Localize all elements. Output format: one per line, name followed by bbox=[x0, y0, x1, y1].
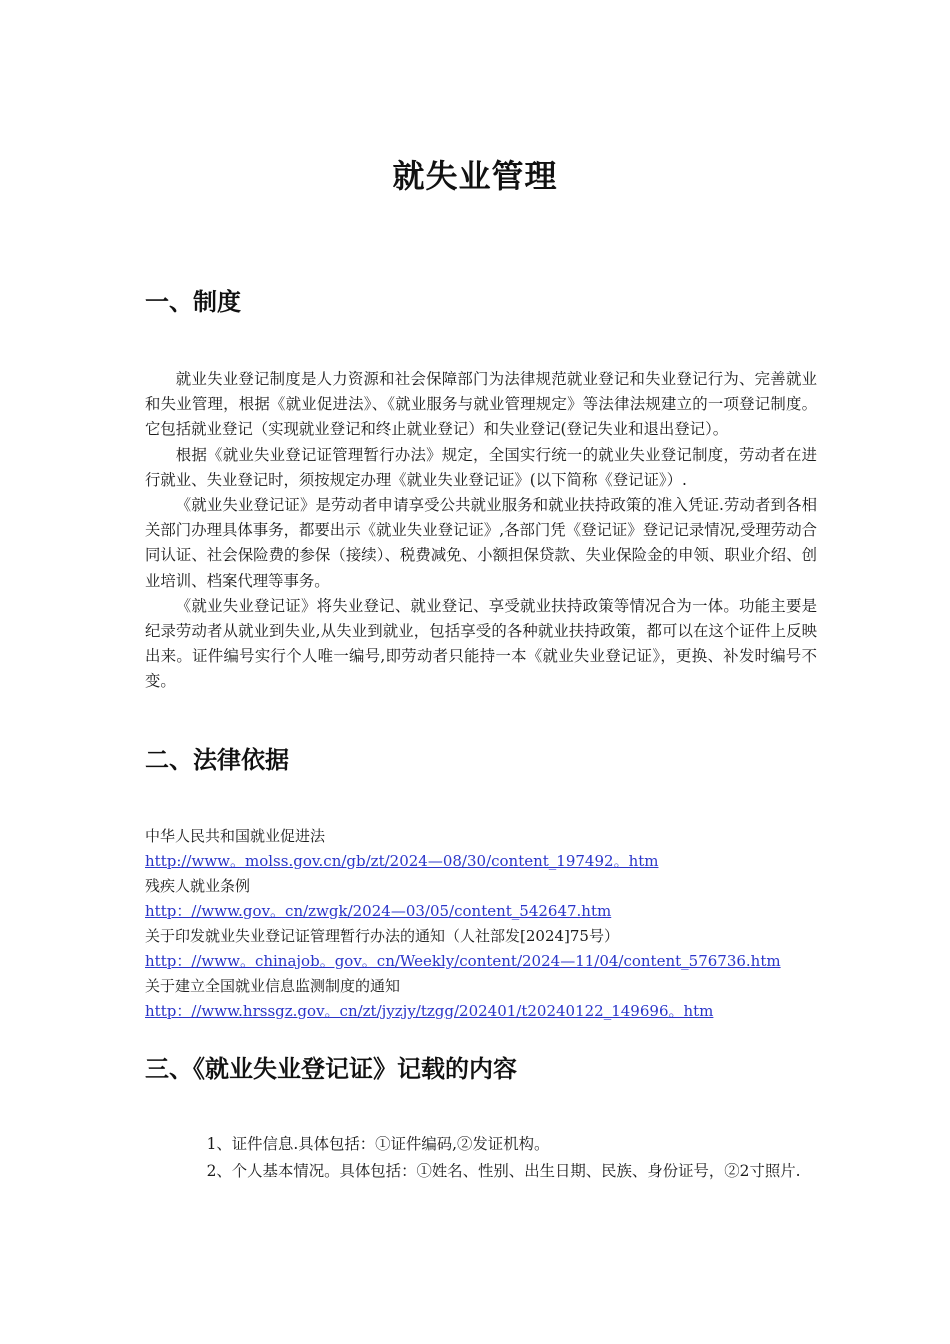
list-item: 1、证件信息.具体包括：①证件编码,②发证机构。 bbox=[206, 1135, 550, 1153]
list-item: 2、个人基本情况。具体包括：①姓名、性别、出生日期、民族、身份证号，②2寸照片. bbox=[206, 1162, 801, 1180]
paragraph: 《就业失业登记证》是劳动者申请享受公共就业服务和就业扶持政策的准入凭证.劳动者到各相关部门办理具体事务，都要出示《就业失业登记证》,各部门凭《登记证》登记记录情况,受理劳动合同认证、社会保险费的参保（接续）、税费减免、小额担保贷款、失业保险金的申领、职业介绍、创业培训、档案代理等事务。 bbox=[145, 496, 817, 590]
section-heading-legal-basis: 二、法律依据 bbox=[145, 746, 289, 774]
certificate-contents-list bbox=[145, 1131, 817, 1185]
section-heading-system: 一、制度 bbox=[145, 288, 241, 316]
reference-name: 关于建立全国就业信息监测制度的通知 bbox=[145, 977, 401, 995]
system-body bbox=[145, 367, 817, 695]
section-heading-certificate-contents: 三、《就业失业登记证》记载的内容 bbox=[145, 1055, 517, 1083]
legal-references bbox=[145, 824, 845, 1024]
reference-name: 中华人民共和国就业促进法 bbox=[145, 827, 326, 845]
paragraph: 《就业失业登记证》将失业登记、就业登记、享受就业扶持政策等情况合为一体。功能主要是纪录劳动者从就业到失业,从失业到就业，包括享受的各种就业扶持政策，都可以在这个证件上反映出来。证件编号实行个人唯一编号,即劳动者只能持一本《就业失业登记证》，更换、补发时编号不变。 bbox=[145, 596, 817, 691]
paragraph: 根据《就业失业登记证管理暂行办法》规定，全国实行统一的就业失业登记制度，劳动者在进行就业、失业登记时，须按规定办理《就业失业登记证》(以下简称《登记证》）. bbox=[145, 445, 817, 489]
reference-link[interactable]: http：//www.gov。cn/zwgk/2024—03/05/content_542647.htm bbox=[145, 902, 612, 920]
reference-name: 关于印发就业失业登记证管理暂行办法的通知（人社部发[2024]75号） bbox=[145, 927, 619, 945]
reference-name: 残疾人就业条例 bbox=[145, 877, 251, 895]
reference-link[interactable]: http://www。molss.gov.cn/gb/zt/2024—08/30/content_197492。htm bbox=[145, 852, 659, 870]
document-title: 就失业管理 bbox=[392, 157, 558, 195]
paragraph: 就业失业登记制度是人力资源和社会保障部门为法律规范就业登记和失业登记行为、完善就业和失业管理，根据《就业促进法》、《就业服务与就业管理规定》等法律法规建立的一项登记制度。它包括就业登记（实现就业登记和终止就业登记）和失业登记(登记失业和退出登记）。 bbox=[145, 370, 817, 439]
reference-link[interactable]: http：//www.hrssgz.gov。cn/zt/jyzjy/tzgg/202401/t20240122_149696。htm bbox=[145, 1002, 714, 1020]
reference-link[interactable]: http：//www。chinajob。gov。cn/Weekly/content/2024—11/04/content_576736.htm bbox=[145, 952, 781, 970]
